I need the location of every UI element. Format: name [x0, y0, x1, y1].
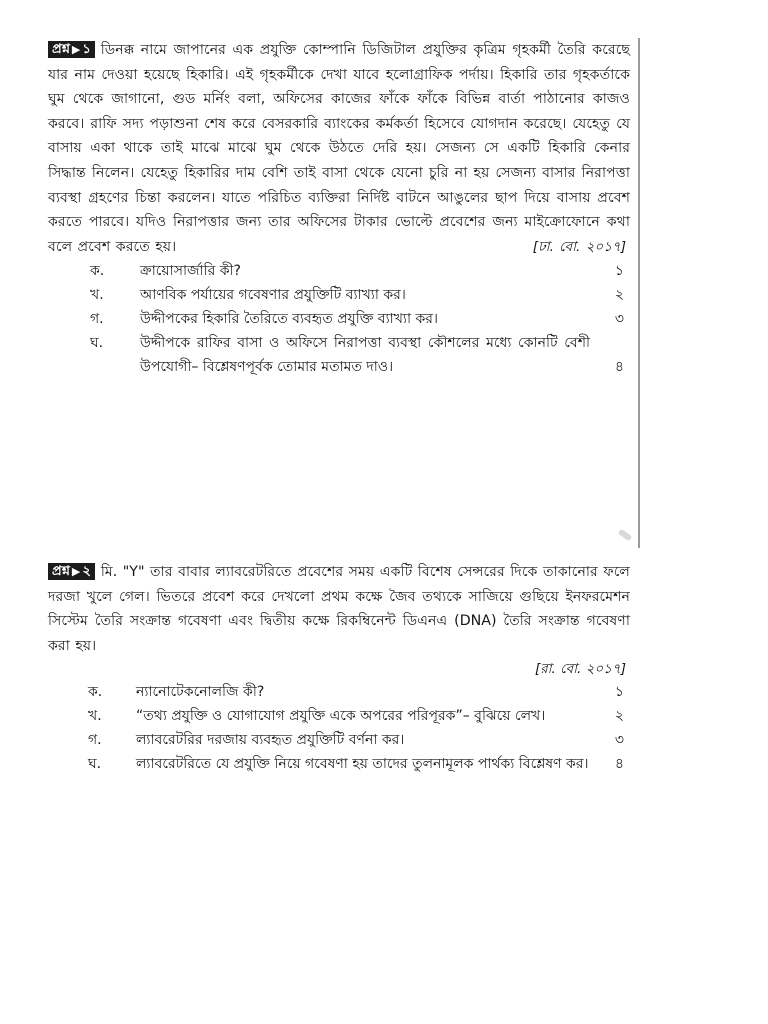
question-2-stem-paragraph [48, 560, 638, 658]
question-1 [48, 38, 640, 548]
subquestion-marks: ৩ [614, 732, 624, 749]
question-2-stem: মি. "Y" তার বাবার ল্যাবরেটরিতে প্রবেশের সময় একটি বিশেষ সেন্সরের দিকে তাকানোর ফলে দরজা খুলে গেল। ভিতরে প্রবেশ করে দেখলো প্রথম কক্ষে জৈব তথ্যকে সাজিয়ে গুছিয়ে ইনফরমেশন সিস্টেম তৈরি সংক্রান্ত গবেষণা এবং দ্বিতীয় কক্ষে রিকম্বিনেন্ট ডিএনএ (DNA) তৈরি সংক্রান্ত গবেষণা করা হয়। [48, 564, 630, 654]
subquestion-text: ল্যাবরেটরিতে যে প্রযুক্তি নিয়ে গবেষণা হয় তাদের তুলনামূলক পার্থক্য বিশ্লেষণ কর। [136, 756, 589, 773]
subquestion-text: ক্রায়োসার্জারি কী? [140, 263, 241, 280]
subquestion-ka [48, 680, 638, 704]
subquestion-text: আণবিক পর্যায়ের গবেষণার প্রযুক্তিটি ব্যাখ্যা কর। [140, 287, 406, 304]
subquestion-mark: গ. [88, 732, 102, 749]
subquestion-marks: ৪ [614, 359, 624, 376]
question-1-source: [ঢা. বো. ২০১৭] [532, 238, 626, 255]
question-badge [48, 563, 95, 580]
badge-arrow-icon: ▶ [71, 565, 81, 578]
subquestion-kha [48, 283, 638, 307]
subquestion-ka [48, 259, 638, 283]
question-2-subquestions [48, 680, 638, 776]
subquestion-text: ল্যাবরেটরির দরজায় ব্যবহৃত প্রযুক্তিটি বর্ণনা কর। [136, 732, 405, 749]
subquestion-ga [48, 307, 638, 331]
subquestion-mark: ঘ. [90, 335, 104, 352]
subquestion-marks: ৩ [614, 311, 624, 328]
subquestion-kha [48, 704, 638, 728]
badge-label: প্রশ্ন [52, 42, 70, 57]
question-2-source: [রা. বো. ২০১৭] [534, 661, 626, 678]
question-1-stem-paragraph [48, 38, 638, 259]
question-badge [48, 41, 95, 58]
subquestion-text: ন্যানোটেকনোলজি কী? [136, 684, 265, 701]
badge-arrow-icon: ▶ [71, 43, 81, 56]
question-2 [48, 560, 638, 900]
subquestion-gha [48, 752, 638, 776]
subquestion-mark: গ. [90, 311, 104, 328]
badge-label: প্রশ্ন [52, 564, 70, 579]
subquestion-mark: খ. [88, 708, 102, 725]
subquestion-text: উদ্দীপকের হিকারি তৈরিতে ব্যবহৃত প্রযুক্তি ব্যাখ্যা কর। [140, 311, 438, 328]
subquestion-gha [48, 331, 638, 379]
subquestion-mark: ঘ. [88, 756, 102, 773]
subquestion-text: “তথ্য প্রযুক্তি ও যোগাযোগ প্রযুক্তি একে অপরের পরিপূরক”– বুঝিয়ে লেখ। [136, 708, 546, 725]
subquestion-marks: ২ [614, 287, 624, 304]
question-1-stem: ডিনক্ক নামে জাপানের এক প্রযুক্তি কোম্পানি ডিজিটাল প্রযুক্তির কৃত্রিম গৃহকর্মী তৈরি করেছে যার নাম দেওয়া হয়েছে হিকারি। এই গৃহকর্মীকে দেখা যাবে হলোগ্রাফিক পর্দায়। হিকারি তার গৃহকর্তাকে ঘুম থেকে জাগানো, গুড মর্নিং বলা, অফিসের কাজের ফাঁকে ফাঁকে বিভিন্ন বার্তা পাঠানোর কাজও করবে। রাফি সদ্য পড়াশুনা শেষ করে বেসরকারি ব্যাংকের কর্মকর্তা হিসেবে যোগদান করেছে। যেহেতু যে বাসায় একা থাকে তাই মাঝে মাঝে ঘুম থেকে উঠতে দেরি হয়। সেজন্য সে একটি হিকারি কেনার সিদ্ধান্ত নিলেন। যেহেতু হিকারির দাম বেশি তাই বাসা থেকে যেনো চুরি না হয় সেজন্য বাসার নিরাপত্তা ব্যবস্থা গ্রহণের চিন্তা করলেন। যাতে পরিচিত ব্যক্তিরা নির্দিষ্ট বাটনে আঙুলের ছাপ দিয়ে বাসায় প্রবেশ করতে পারবে। যদিও নিরাপত্তার জন্য তার অফিসের টাকার ভোল্টে প্রবেশের জন্য মাইক্রোফোনে কথা বলে প্রবেশ করতে হয়। [48, 42, 630, 255]
subquestion-marks: ১ [614, 263, 624, 280]
subquestion-marks: ২ [614, 708, 624, 725]
subquestion-mark: খ. [90, 287, 104, 304]
subquestion-marks: ৪ [614, 756, 624, 773]
badge-number: ১ [82, 42, 91, 57]
subquestion-text: উদ্দীপকে রাফির বাসা ও অফিসে নিরাপত্তা ব্যবস্থা কৌশলের মধ্যে কোনটি বেশী উপযোগী– বিশ্লেষণপূর্বক তোমার মতামত দাও। [140, 335, 590, 376]
subquestion-marks: ১ [614, 684, 624, 701]
subquestion-mark: ক. [90, 263, 105, 280]
subquestion-ga [48, 728, 638, 752]
subquestion-mark: ক. [88, 684, 103, 701]
badge-number: ২ [82, 564, 91, 579]
question-1-subquestions [48, 259, 638, 379]
